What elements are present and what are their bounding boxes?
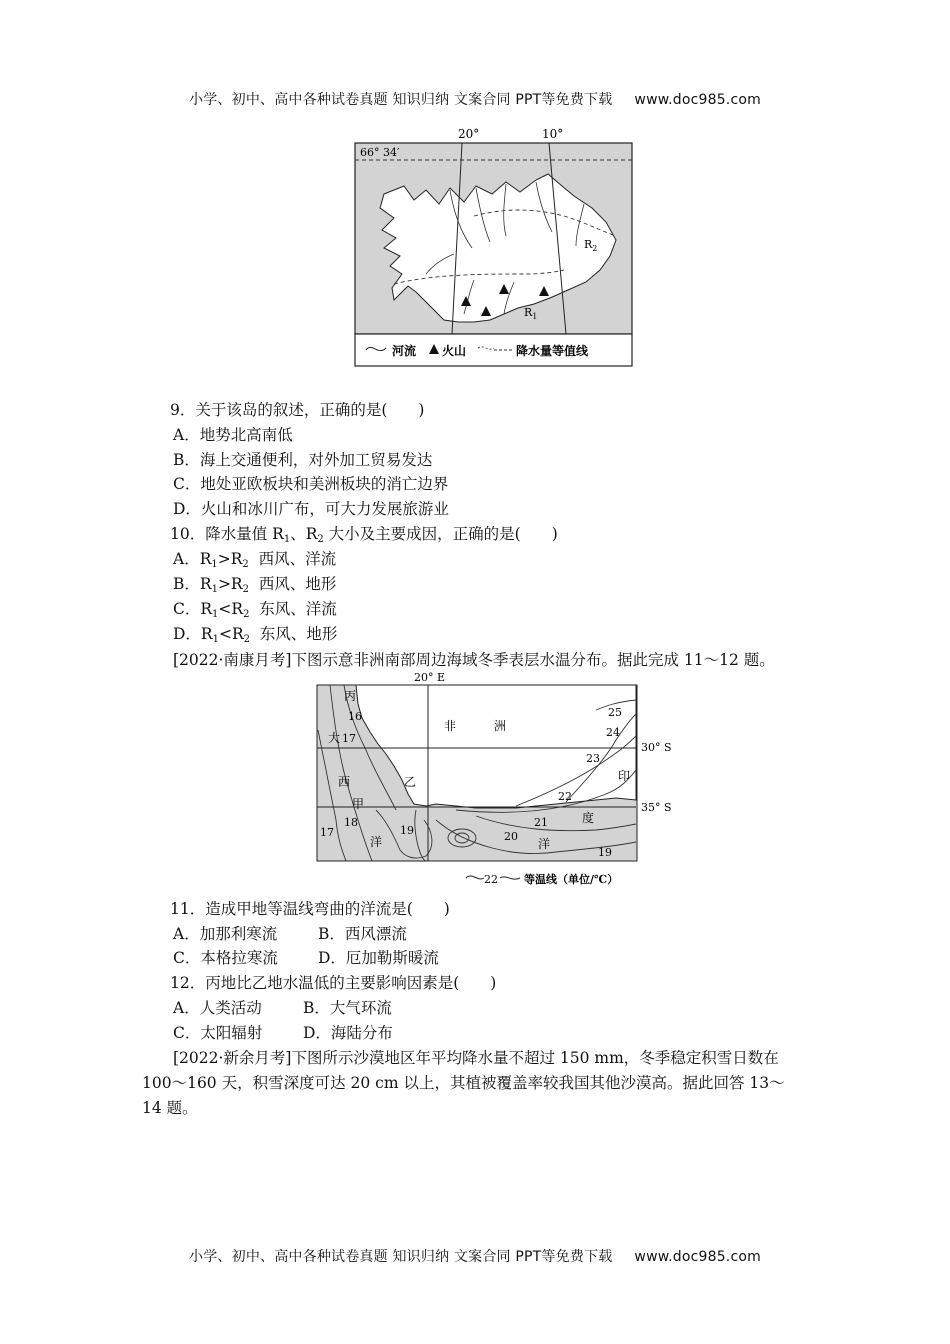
lon-20e-label: 20° E — [414, 671, 446, 684]
q12-option-c[interactable]: C．太阳辐射 — [173, 1024, 263, 1042]
q10-option-c[interactable]: C．$R_1<R_2$ 东风、洋流 — [173, 600, 337, 620]
lat-30s-label: 30° S — [641, 741, 672, 754]
yi-label: 乙 — [404, 775, 417, 789]
legend-volcano: 火山 — [442, 344, 467, 358]
iso-24: 24 — [606, 726, 620, 739]
header-site[interactable]: www.doc985.com — [634, 92, 761, 108]
q12-option-b[interactable]: B．大气环流 — [303, 999, 392, 1017]
page-footer — [0, 1246, 950, 1266]
iso-17a: 17 — [342, 732, 356, 745]
intro-11-12: [2022·南康月考]下图示意非洲南部周边海域冬季表层水温分布。据此完成 11～12 题。 — [173, 651, 775, 669]
legend-river: 河流 — [392, 344, 417, 358]
lat-35s-label: 35° S — [641, 801, 672, 814]
q9-option-d[interactable]: D．火山和冰川广布，可大力发展旅游业 — [173, 500, 449, 518]
intro-13-14-line2: 100～160 天，积雪深度可达 20 cm 以上，其植被覆盖率较我国其他沙漠高。据此回答 13～ — [142, 1074, 785, 1092]
q11-stem: 11．造成甲地等温线弯曲的洋流是( ) — [170, 900, 450, 918]
q11-option-b[interactable]: B．西风漂流 — [318, 925, 407, 943]
q12-option-d[interactable]: D．海陆分布 — [303, 1024, 393, 1042]
intro-13-14-line3: 14 题。 — [142, 1099, 198, 1117]
page-header — [0, 89, 950, 109]
indian-char-2: 度 — [582, 811, 595, 825]
iso-21: 21 — [534, 816, 548, 829]
indian-char-1: 印 — [618, 769, 631, 783]
iso-23: 23 — [586, 752, 600, 765]
q10-option-d[interactable]: D．$R_1<R_2$ 东风、地形 — [173, 625, 338, 645]
lon-20-label: 20° — [458, 127, 480, 141]
q9-stem: 9．关于该岛的叙述，正确的是( ) — [170, 401, 425, 419]
bing-label: 丙 — [344, 689, 357, 703]
q11-option-a[interactable]: A．加那利寒流 — [173, 925, 278, 943]
iso-17b: 17 — [320, 826, 334, 839]
africa-char-1: 非 — [444, 719, 457, 733]
q12-option-a[interactable]: A．人类活动 — [173, 999, 262, 1017]
footer-site[interactable]: www.doc985.com — [634, 1249, 761, 1265]
footer-text: 小学、初中、高中各种试卷真题 知识归纳 文案合同 PPT等免费下载 — [189, 1249, 613, 1265]
legend-isoline: 降水量等值线 — [516, 344, 589, 358]
iso-18: 18 — [344, 816, 358, 829]
lon-10-label: 10° — [542, 127, 564, 141]
q11-option-d[interactable]: D．厄加勒斯暖流 — [318, 949, 439, 967]
indian-char-3: 洋 — [538, 837, 551, 851]
r1-label: $R_1$ — [524, 306, 538, 321]
africa-char-2: 洲 — [494, 719, 507, 733]
atlantic-char-3: 西 — [338, 775, 351, 789]
arctic-circle-label: 66° 34′ — [360, 146, 400, 159]
iso-16: 16 — [348, 710, 362, 723]
iso-19b: 19 — [598, 846, 612, 859]
q9-option-b[interactable]: B．海上交通便利，对外加工贸易发达 — [173, 451, 433, 469]
legend-iso-value: 22 — [484, 873, 498, 886]
r2-label: $R_2$ — [584, 238, 598, 253]
jia-label: 甲 — [352, 797, 365, 811]
iso-19a: 19 — [400, 824, 414, 837]
iso-22: 22 — [558, 790, 572, 803]
iceland-map — [354, 124, 634, 372]
south-africa-sst-map — [316, 670, 676, 896]
q9-option-a[interactable]: A．地势北高南低 — [173, 426, 293, 444]
atlantic-char-2: 大 — [328, 731, 341, 745]
q9-option-c[interactable]: C．地处亚欧板块和美洲板块的消亡边界 — [173, 475, 449, 493]
atlantic-char-4: 洋 — [370, 835, 383, 849]
legend-isotherm: 等温线（单位/℃） — [524, 873, 619, 886]
q11-option-c[interactable]: C．本格拉寒流 — [173, 949, 278, 967]
header-text: 小学、初中、高中各种试卷真题 知识归纳 文案合同 PPT等免费下载 — [189, 92, 613, 108]
q10-stem: 10．降水量值 $R_1$、$R_2$ 大小及主要成因，正确的是( ) — [170, 525, 558, 545]
q10-option-b[interactable]: B．$R_1>R_2$ 西风、地形 — [173, 575, 337, 595]
q12-stem: 12．丙地比乙地水温低的主要影响因素是( ) — [170, 974, 497, 992]
iso-25: 25 — [608, 706, 622, 719]
q10-option-a[interactable]: A．$R_1>R_2$ 西风、洋流 — [173, 550, 337, 570]
iso-20: 20 — [504, 830, 518, 843]
intro-13-14-line1: [2022·新余月考]下图所示沙漠地区年平均降水量不超过 150 mm，冬季稳定积雪日数在 — [173, 1049, 779, 1067]
